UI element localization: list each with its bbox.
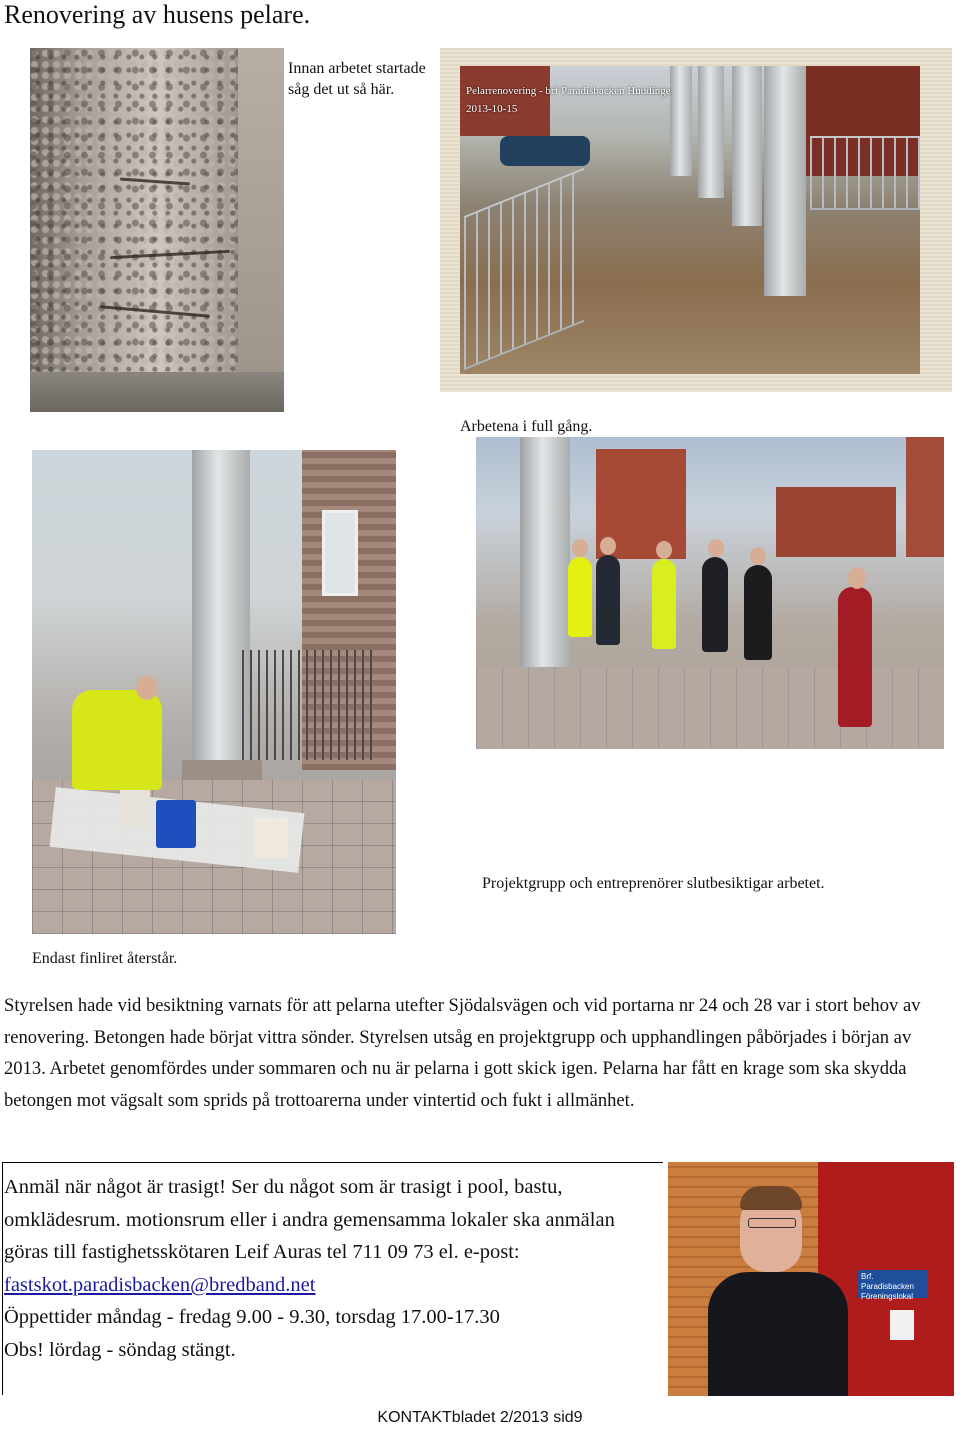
notice-report-text: Anmäl när något är trasigt! Ser du något som är trasigt i pool, bastu, omklädesrum. motionsrum eller i andra gemensamma lokaler ska anmälan göras till fastighetsskötaren Leif Auras tel 711 09 73 el. e-post:: [4, 1176, 615, 1264]
door-sign: [858, 1270, 928, 1301]
overlay-date: 2013-10-15: [466, 103, 518, 115]
pillar-closeup-photo: [30, 48, 284, 412]
caption-inspection: Projektgrupp och entreprenörer slutbesiktigar arbetet.: [482, 875, 825, 892]
works-in-progress-photo: [460, 66, 920, 374]
door-sign-line2: Föreningslokal: [861, 1292, 914, 1301]
overlay-title: Pelarrenovering - brf Paradisbacken Huddinge: [466, 85, 671, 97]
page-footer: KONTAKTbladet 2/2013 sid9: [377, 1409, 583, 1426]
opening-hours: Öppettider måndag - fredag 9.00 - 9.30, torsdag 17.00-17.30: [4, 1306, 500, 1329]
caption-before: Innan arbetet startade såg det ut så här.: [288, 60, 426, 98]
caretaker-portrait-photo: [668, 1162, 954, 1396]
caption-finish: Endast finliret återstår.: [32, 950, 178, 967]
closed-notice: Obs! lördag - söndag stängt.: [4, 1338, 236, 1361]
caption-full-swing: Arbetena i full gång.: [460, 418, 593, 435]
email-link[interactable]: fastskot.paradisbacken@bredband.net: [4, 1273, 316, 1296]
inspection-group-photo: [476, 437, 944, 749]
body-paragraph: Styrelsen hade vid besiktning varnats för att pelarna utefter Sjödalsvägen och vid portarna nr 24 och 28 var i stort behov av renovering. Betongen hade börjat vittra sönder. Styrelsen utsåg en projektgrupp och upphandlingen påbörjades i början av 2013. Arbetet genomfördes under sommaren och nu är pelarna i gott skick igen. Pelarna har fått en krage som ska skydda betongen mot vägsalt som sprids på trottoarerna under vintertid och fukt i allmänhet.: [4, 995, 921, 1111]
door-sign-line1: Brf. Paradisbacken: [861, 1272, 914, 1291]
worker-at-pillar-photo: [32, 450, 396, 934]
notice-text: [4, 1171, 664, 1367]
page-title: Renovering av husens pelare.: [4, 0, 311, 29]
